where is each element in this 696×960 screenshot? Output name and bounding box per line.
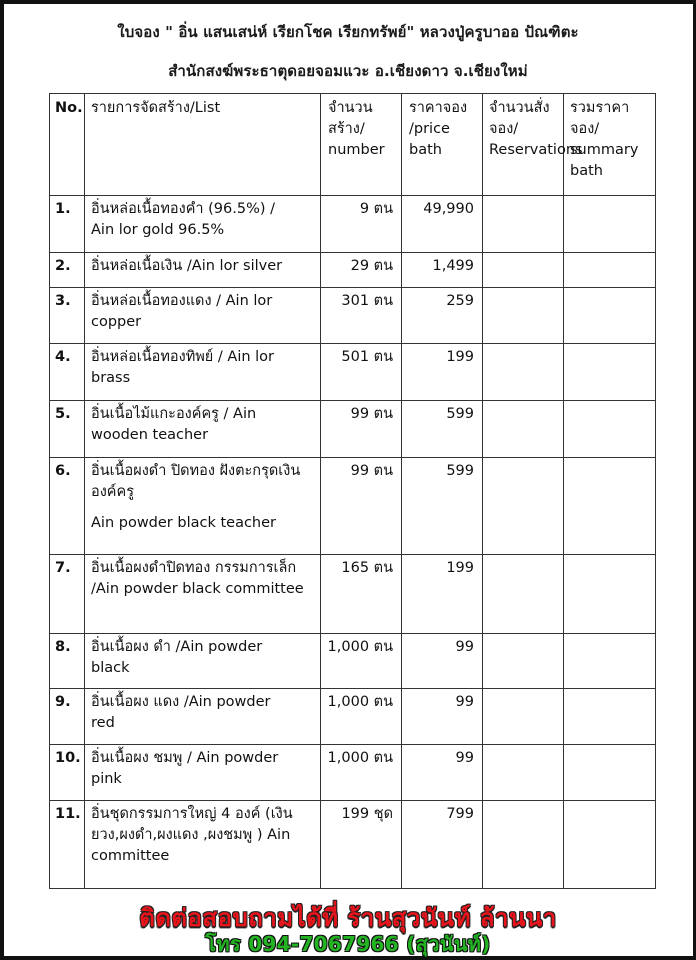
item-description bbox=[85, 458, 321, 555]
table-row bbox=[50, 401, 656, 458]
reservations-cell[interactable] bbox=[483, 401, 564, 458]
item-description bbox=[85, 344, 321, 401]
price-baht: 1,499 bbox=[402, 253, 483, 288]
col-header-list: รายการจัดสร้าง/List bbox=[85, 94, 321, 196]
price-baht: 599 bbox=[402, 458, 483, 555]
quantity-made: 9 ตน bbox=[321, 196, 402, 253]
table-row bbox=[50, 634, 656, 689]
item-description bbox=[85, 745, 321, 801]
summary-cell bbox=[564, 634, 656, 689]
item-name-thai: อิ่นเนื้อผง ชมพู / Ain powder bbox=[91, 750, 279, 766]
quantity-made: 99 ตน bbox=[321, 458, 402, 555]
item-name-english: brass bbox=[91, 370, 131, 386]
summary-cell bbox=[564, 555, 656, 634]
line-gap bbox=[91, 503, 314, 513]
item-description bbox=[85, 689, 321, 745]
item-name-english: pink bbox=[91, 771, 122, 787]
price-baht: 199 bbox=[402, 555, 483, 634]
item-name-english: black bbox=[91, 660, 130, 676]
table-header-row bbox=[50, 94, 656, 196]
item-description bbox=[85, 555, 321, 634]
item-name-thai: อิ่นเนื้อผง แดง /Ain powder bbox=[91, 694, 271, 710]
quantity-made: 1,000 ตน bbox=[321, 689, 402, 745]
row-number: 4. bbox=[50, 344, 85, 401]
item-description bbox=[85, 288, 321, 344]
row-number: 11. bbox=[50, 801, 85, 889]
quantity-made: 165 ตน bbox=[321, 555, 402, 634]
reservations-cell[interactable] bbox=[483, 801, 564, 889]
item-name-english: wooden teacher bbox=[91, 427, 209, 443]
summary-cell bbox=[564, 344, 656, 401]
table-row bbox=[50, 458, 656, 555]
col-header-reservations: จำนวนสั่งจอง/ Reservations bbox=[483, 94, 564, 196]
reservations-cell[interactable] bbox=[483, 745, 564, 801]
quantity-made: 1,000 ตน bbox=[321, 745, 402, 801]
reservations-cell[interactable] bbox=[483, 458, 564, 555]
item-name-thai: อิ่นหล่อเนื้อทองคำ (96.5%) / bbox=[91, 201, 276, 217]
price-baht: 99 bbox=[402, 689, 483, 745]
row-number: 7. bbox=[50, 555, 85, 634]
price-baht: 259 bbox=[402, 288, 483, 344]
summary-cell bbox=[564, 401, 656, 458]
reservations-cell[interactable] bbox=[483, 344, 564, 401]
item-name-thai: อิ่นหล่อเนื้อทองแดง / Ain lor bbox=[91, 293, 273, 309]
item-name-english: copper bbox=[91, 314, 142, 330]
reservations-cell[interactable] bbox=[483, 253, 564, 288]
price-baht: 49,990 bbox=[402, 196, 483, 253]
table-row bbox=[50, 288, 656, 344]
row-number: 1. bbox=[50, 196, 85, 253]
price-baht: 199 bbox=[402, 344, 483, 401]
item-description bbox=[85, 401, 321, 458]
summary-cell bbox=[564, 745, 656, 801]
quantity-made: 99 ตน bbox=[321, 401, 402, 458]
table-row bbox=[50, 801, 656, 889]
item-name-english: /Ain powder black committee bbox=[91, 581, 304, 597]
item-name-english: Ain lor gold 96.5% bbox=[91, 222, 225, 238]
price-baht: 799 bbox=[402, 801, 483, 889]
price-baht: 599 bbox=[402, 401, 483, 458]
row-number: 9. bbox=[50, 689, 85, 745]
row-number: 5. bbox=[50, 401, 85, 458]
reservations-cell[interactable] bbox=[483, 634, 564, 689]
item-description bbox=[85, 801, 321, 889]
quantity-made: 1,000 ตน bbox=[321, 634, 402, 689]
item-name-thai: อิ่นหล่อเนื้อทองทิพย์ / Ain lor bbox=[91, 349, 275, 365]
table-row bbox=[50, 196, 656, 253]
item-name-thai: อิ่นเนื้อผง ดำ /Ain powder bbox=[91, 639, 263, 655]
reservations-cell[interactable] bbox=[483, 196, 564, 253]
table-row bbox=[50, 253, 656, 288]
temple-location: สำนักสงฆ์พระธาตุดอยจอมแวะ อ.เชียงดาว จ.เชียงใหม่ bbox=[168, 62, 528, 80]
item-description bbox=[85, 634, 321, 689]
col-header-summary: รวมราคาจอง/ summary bath bbox=[564, 94, 656, 196]
item-name-english: red bbox=[91, 715, 115, 731]
reservation-table bbox=[49, 93, 656, 889]
quantity-made: 501 ตน bbox=[321, 344, 402, 401]
quantity-made: 199 ชุด bbox=[321, 801, 402, 889]
col-header-no: No. bbox=[50, 94, 85, 196]
summary-cell bbox=[564, 689, 656, 745]
item-name-english: committee bbox=[91, 848, 170, 864]
table-row bbox=[50, 689, 656, 745]
price-baht: 99 bbox=[402, 745, 483, 801]
row-number: 8. bbox=[50, 634, 85, 689]
row-number: 2. bbox=[50, 253, 85, 288]
col-header-number: จำนวนสร้าง/ number bbox=[321, 94, 402, 196]
item-name-thai: อิ่นเนื้อผงดำปิดทอง กรรมการเล็ก bbox=[91, 560, 297, 576]
reservations-cell[interactable] bbox=[483, 288, 564, 344]
row-number: 6. bbox=[50, 458, 85, 555]
quantity-made: 301 ตน bbox=[321, 288, 402, 344]
row-number: 10. bbox=[50, 745, 85, 801]
summary-cell bbox=[564, 458, 656, 555]
summary-cell bbox=[564, 801, 656, 889]
item-name-english: Ain powder black teacher bbox=[91, 515, 277, 531]
table-row bbox=[50, 555, 656, 634]
table-row bbox=[50, 745, 656, 801]
item-description bbox=[85, 253, 321, 288]
summary-cell bbox=[564, 288, 656, 344]
phone-line: โทร 094-7067966 (สุวนันท์) bbox=[205, 932, 491, 956]
quantity-made: 29 ตน bbox=[321, 253, 402, 288]
reservations-cell[interactable] bbox=[483, 689, 564, 745]
reservations-cell[interactable] bbox=[483, 555, 564, 634]
summary-cell bbox=[564, 253, 656, 288]
row-number: 3. bbox=[50, 288, 85, 344]
form-title: ใบจอง " อิ่น แสนเสน่ห์ เรียกโชค เรียกทรัพย์" หลวงปู่ครูบาออ ปัณฑิตะ bbox=[117, 23, 579, 41]
price-baht: 99 bbox=[402, 634, 483, 689]
item-name-thai: อิ่นหล่อเนื้อเงิน /Ain lor silver bbox=[91, 258, 283, 274]
item-name-thai: อิ่นเนื้อผงดำ ปิดทอง ฝังตะกรุดเงิน องค์ครู bbox=[91, 463, 301, 500]
item-name-thai: อิ่นเนื้อไม้แกะองค์ครู / Ain bbox=[91, 406, 257, 422]
summary-cell bbox=[564, 196, 656, 253]
item-name-thai: อิ่นชุดกรรมการใหญ่ 4 องค์ (เงินยวง,ผงดำ,ผงแดง ,ผงชมพู ) Ain bbox=[91, 806, 293, 843]
col-header-price: ราคาจอง /price bath bbox=[402, 94, 483, 196]
table-row bbox=[50, 344, 656, 401]
item-description bbox=[85, 196, 321, 253]
contact-line: ติดต่อสอบถามได้ที่ ร้านสุวนันท์ ล้านนา bbox=[139, 904, 557, 932]
